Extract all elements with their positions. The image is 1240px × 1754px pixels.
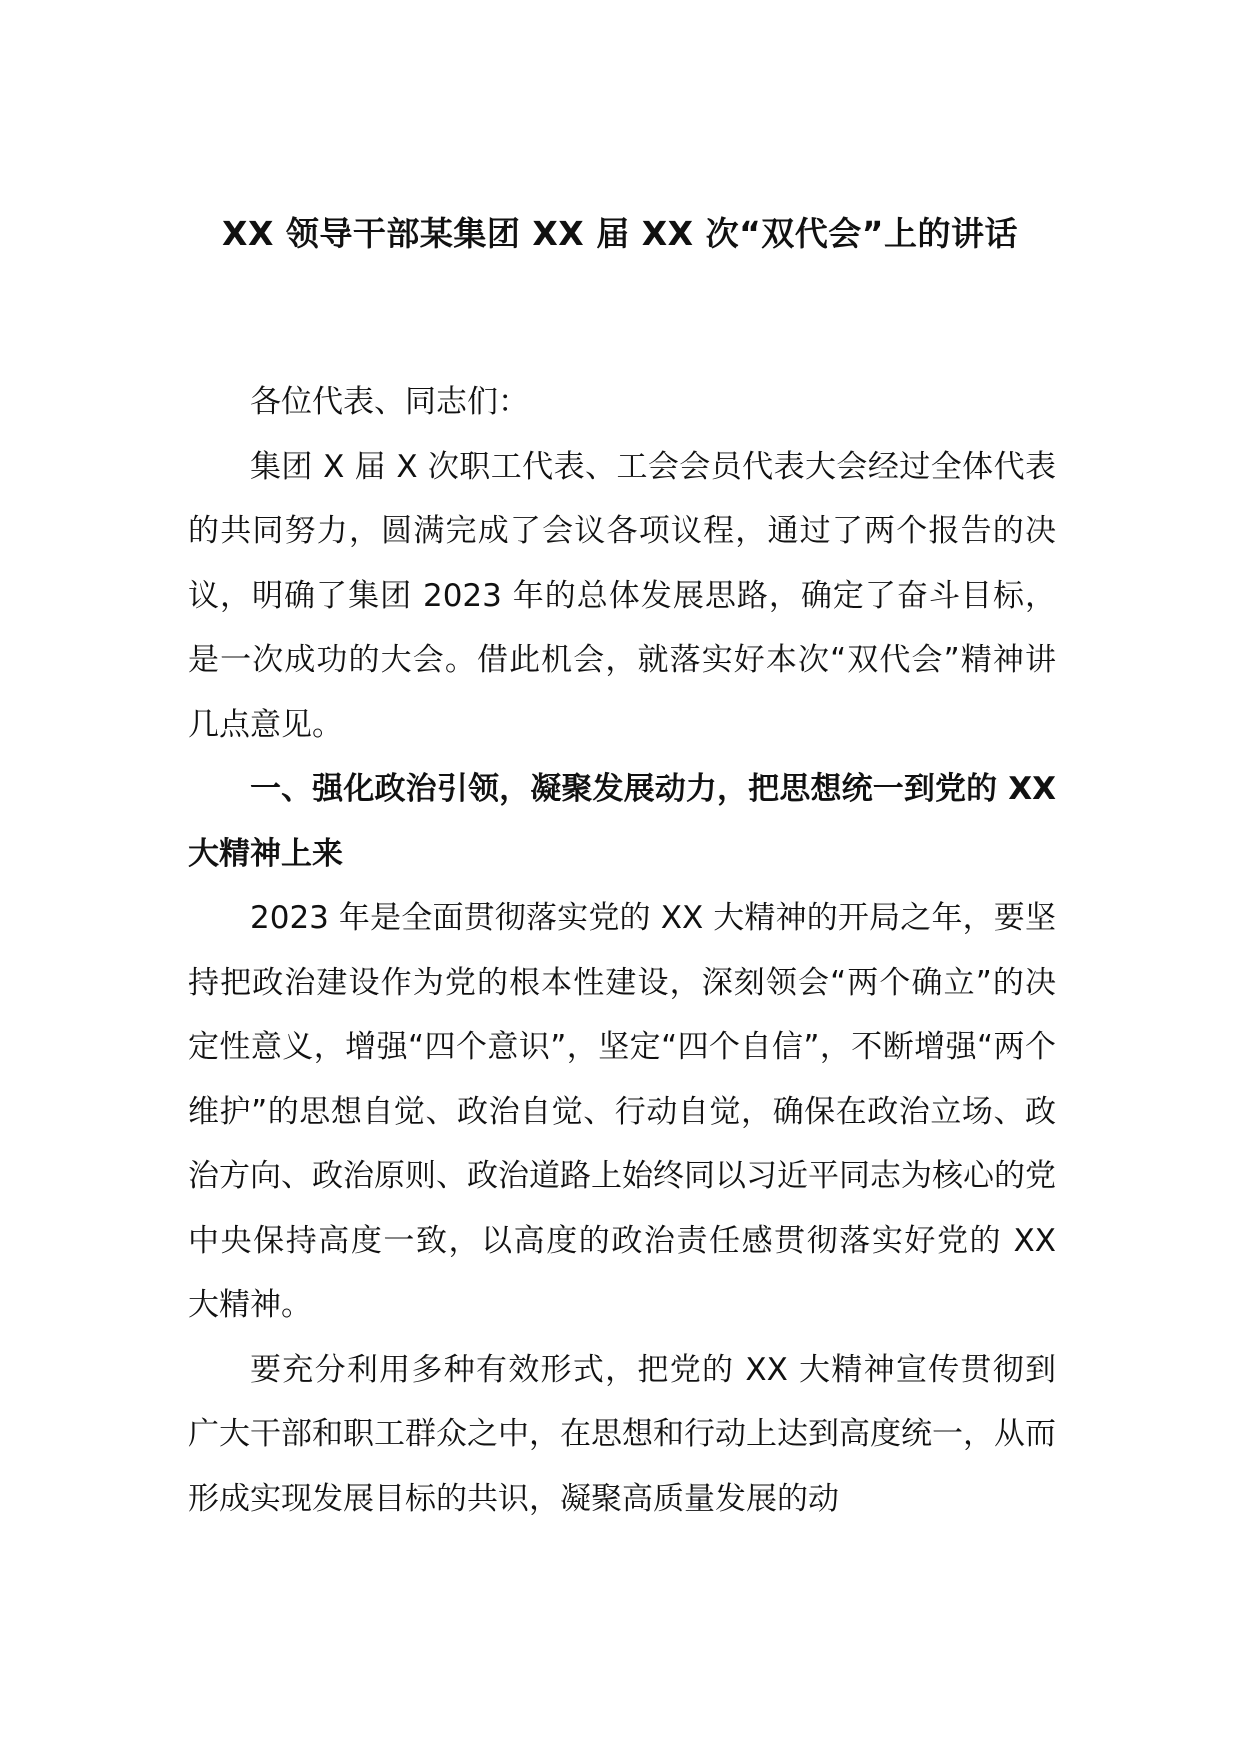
body-paragraph: 2023 年是全面贯彻落实党的 XX 大精神的开局之年，要坚持把政治建设作为党的根本性建设，深刻领会“两个确立”的决定性意义，增强“四个意识”，坚定“四个自信”，不断增强“两个维护”的思想自觉、政治自觉、行动自觉，确保在政治立场、政治方向、政治原则、政治道路上始终同以习近平同志为核心的党中央保持高度一致，以高度的政治责任感贯彻落实好党的 XX 大精神。: [188, 900, 1056, 1323]
intro-paragraph: 集团 X 届 X 次职工代表、工会会员代表大会经过全体代表的共同努力，圆满完成了会议各项议程，通过了两个报告的决议，明确了集团 2023 年的总体发展思路，确定了奋斗目标，是一次成功的大会。借此机会，就落实好本次“双代会”精神讲几点意见。: [188, 448, 1056, 743]
body-paragraph: 要充分利用多种有效形式，把党的 XX 大精神宣传贯彻到广大干部和职工群众之中，在思想和行动上达到高度统一，从而形成实现发展目标的共识，凝聚高质量发展的动: [188, 1351, 1056, 1517]
document-body: [188, 370, 1056, 1531]
section-heading-1: 一、强化政治引领，凝聚发展动力，把思想统一到党的 XX 大精神上来: [188, 771, 1056, 872]
document-title: XX 领导干部某集团 XX 届 XX 次“双代会”上的讲话: [222, 214, 1018, 253]
salutation-paragraph: 各位代表、同志们：: [250, 384, 529, 420]
